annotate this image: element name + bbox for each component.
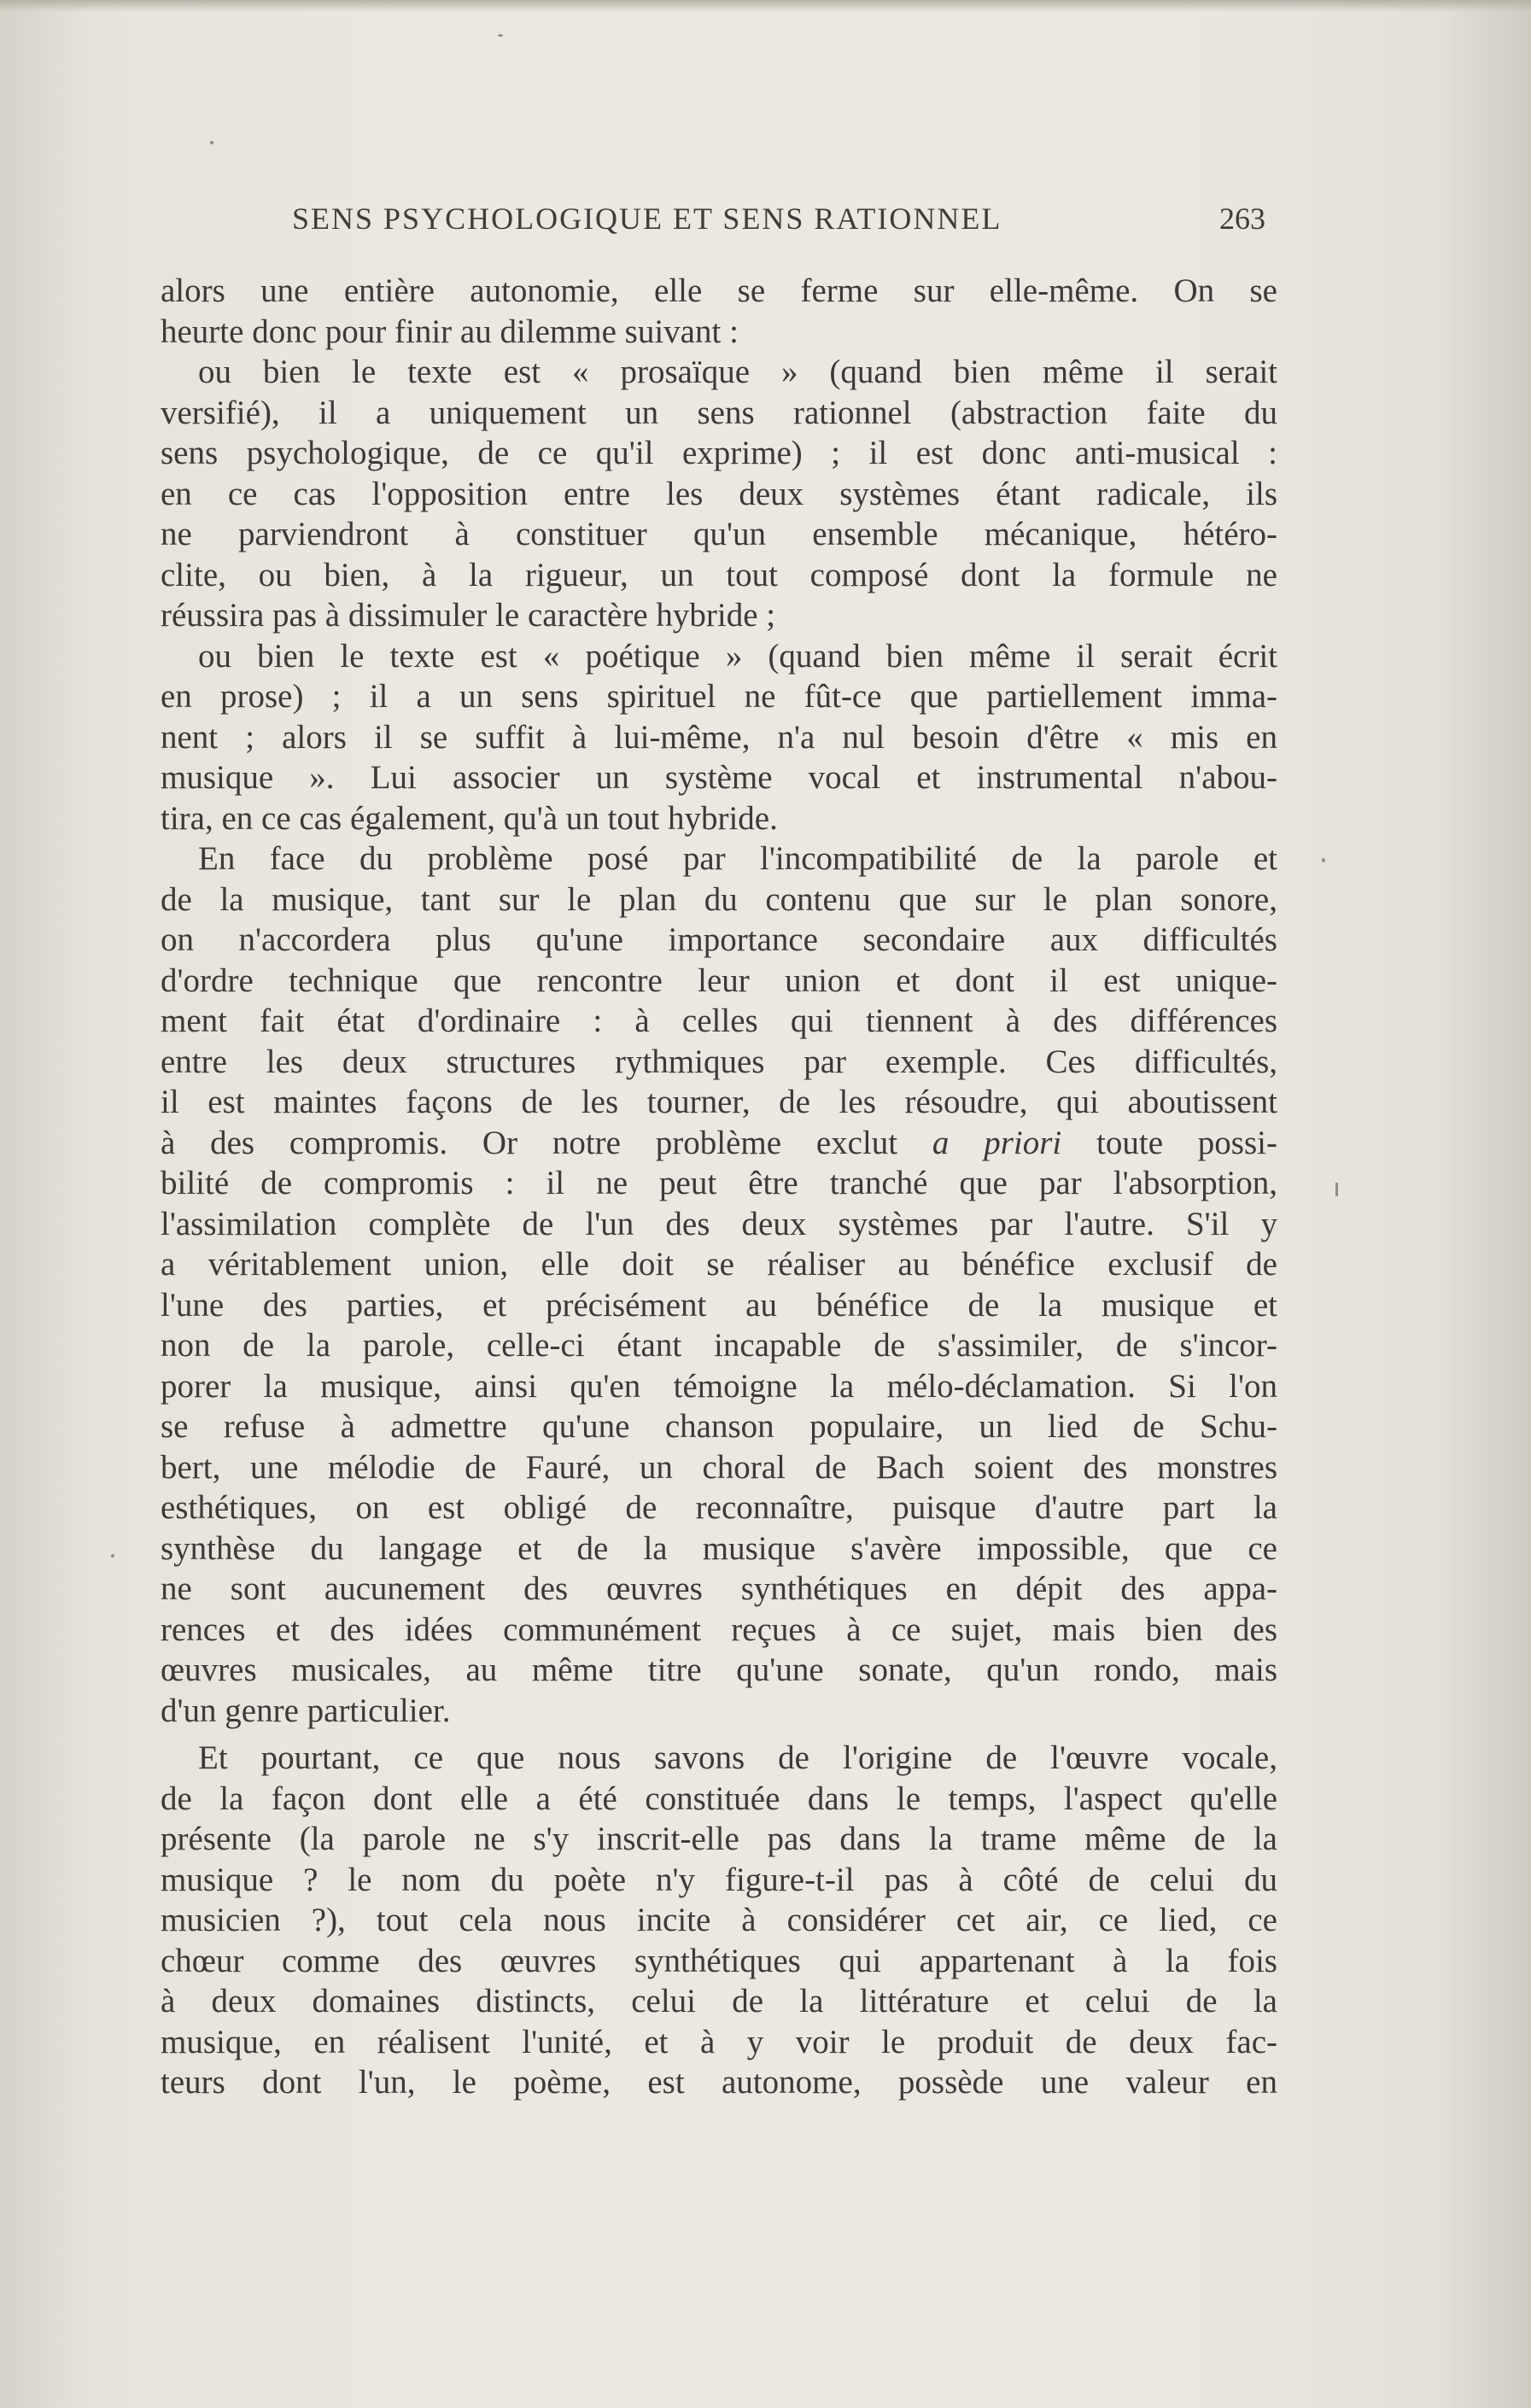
text-line: chœur comme des œuvres synthétiques qui appartenant à la fois [161,1942,1277,1979]
text-line: clite, ou bien, à la rigueur, un tout composé dont la formule ne [161,556,1277,593]
text-line: sens psychologique, de ce qu'il exprime) ; il est donc anti-musical : [161,435,1277,471]
text-line-with-italic [161,1123,1277,1164]
text-line: de la musique, tant sur le plan du contenu que sur le plan sonore, [161,880,1277,918]
text-line: musicien ?), tout cela nous incite à considérer cet air, ce lied, ce [161,1902,1277,1938]
text-line: en prose) ; il a un sens spirituel ne fût-ce que partiellement imma- [161,678,1277,715]
body-text [161,271,1277,2103]
text-line: l'une des parties, et précisément au bénéfice de la musique et [161,1286,1277,1324]
running-head [164,201,1265,252]
text-line: Et pourtant, ce que nous savons de l'origine de l'œuvre vocale, [198,1739,1277,1776]
text-line: musique ». Lui associer un système vocal et instrumental n'abou- [161,759,1277,796]
text-line: musique ? le nom du poète n'y figure-t-il pas à côté de celui du [161,1861,1277,1898]
text-line: nent ; alors il se suffit à lui-même, n'a nul besoin d'être « mis en [161,718,1277,756]
italic-term: a priori [932,1124,1062,1161]
text-line: tira, en ce cas également, qu'à un tout hybride. [161,799,778,837]
text-line: ment fait état d'ordinaire : à celles qui tiennent à des différences [161,1002,1277,1039]
text-line: on n'accordera plus qu'une importance secondaire aux difficultés [161,921,1277,958]
text-line: d'un genre particulier. [161,1692,451,1729]
paper-speck [498,34,503,37]
text-line: ne parviendront à constituer qu'un ensemble mécanique, hétéro- [161,516,1277,552]
text-line: bilité de compromis : il ne peut être tranché que par l'absorption, [161,1165,1277,1201]
text-line: a véritablement union, elle doit se réaliser au bénéfice exclusif de [161,1246,1277,1283]
text-line: versifié), il a uniquement un sens rationnel (abstraction faite du [161,394,1277,431]
text-line: synthèse du langage et de la musique s'avère impossible, que ce [161,1529,1277,1567]
paper-speck [1322,858,1325,862]
text-line: bert, une mélodie de Fauré, un choral de Bach soient des monstres [161,1448,1277,1486]
text-line: ou bien le texte est « prosaïque » (quand bien même il serait [198,354,1277,390]
text-line: ne sont aucunement des œuvres synthétiques en dépit des appa- [161,1570,1277,1607]
text-line: d'ordre technique que rencontre leur union et dont il est unique- [161,961,1277,999]
page-number: 263 [1219,202,1265,236]
text-line: esthétiques, on est obligé de reconnaître, puisque d'autre part la [161,1489,1277,1526]
text-line: présente (la parole ne s'y inscrit-elle pas dans la trame même de la [161,1821,1277,1857]
text-line: ou bien le texte est « poétique » (quand bien même il serait écrit [198,637,1277,675]
paragraph-gap [161,1731,1277,1738]
line-segment: à des compromis. Or notre problème exclut [161,1124,932,1161]
text-line: teurs dont l'un, le poème, est autonome, possède une valeur en [161,2064,1277,2101]
text-line: il est maintes façons de les tourner, de les résoudre, qui aboutissent [161,1084,1277,1120]
text-line: réussira pas à dissimuler le caractère hybride ; [161,597,776,634]
text-line: l'assimilation complète de l'un des deux systèmes par l'autre. S'il y [161,1205,1277,1242]
text-line: entre les deux structures rythmiques par exemple. Ces difficultés, [161,1043,1277,1080]
text-line: En face du problème posé par l'incompatibilité de la parole et [198,840,1277,877]
text-line: œuvres musicales, au même titre qu'une sonate, qu'un rondo, mais [161,1651,1277,1688]
line-segment: toute possi- [1061,1124,1277,1161]
text-line: à deux domaines distincts, celui de la littérature et celui de la [161,1983,1277,2019]
running-title: SENS PSYCHOLOGIQUE ET SENS RATIONNEL [292,202,1002,236]
text-line: heurte donc pour finir au dilemme suivant : [161,313,739,350]
text-line: en ce cas l'opposition entre les deux systèmes étant radicale, ils [161,475,1277,512]
paper-speck [111,1554,114,1558]
text-line: de la façon dont elle a été constituée dans le temps, l'aspect qu'elle [161,1780,1277,1817]
text-line: non de la parole, celle-ci étant incapable de s'assimiler, de s'incor- [161,1327,1277,1364]
text-line: se refuse à admettre qu'une chanson populaire, un lied de Schu- [161,1408,1277,1445]
paper-speck [210,141,213,144]
paper-speck [1335,1183,1338,1196]
text-line: musique, en réalisent l'unité, et à y voir le produit de deux fac- [161,2023,1277,2060]
text-line: alors une entière autonomie, elle se ferme sur elle-même. On se [161,272,1277,309]
text-line: porer la musique, ainsi qu'en témoigne la mélo-déclamation. Si l'on [161,1367,1277,1405]
text-line: rences et des idées communément reçues à ce sujet, mais bien des [161,1610,1277,1648]
